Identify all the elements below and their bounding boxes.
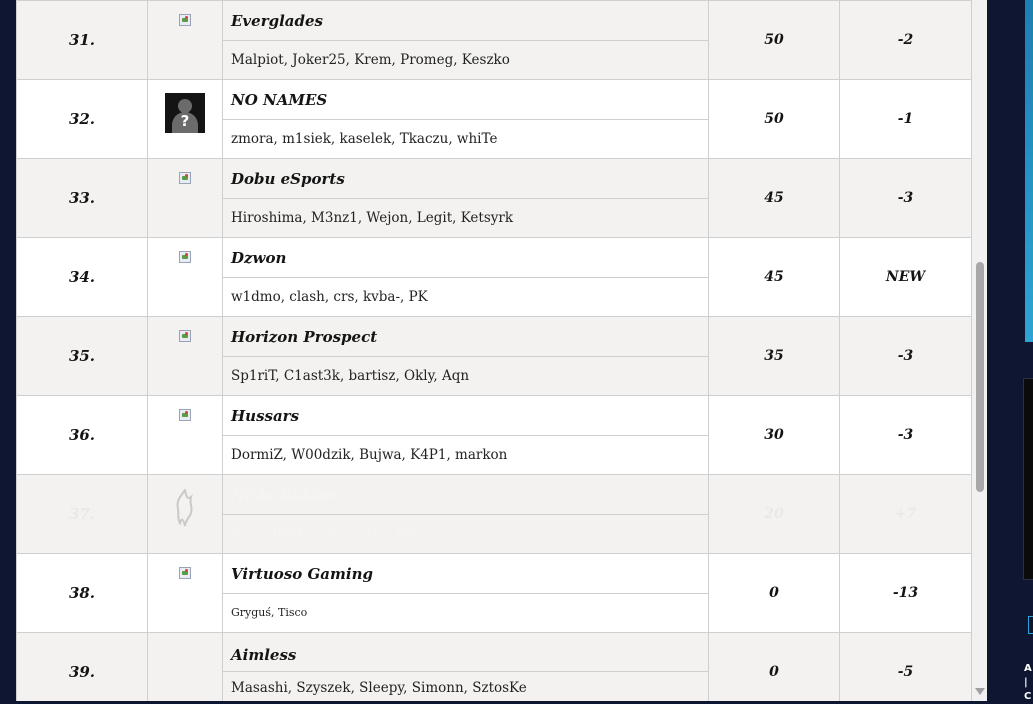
rank-change-cell: -1 — [840, 80, 972, 159]
side-text — [1024, 662, 1033, 704]
table-row — [17, 317, 972, 396]
team-logo-cell — [148, 159, 223, 238]
team-name-link[interactable]: Dobu eSports — [223, 160, 708, 199]
table-row — [17, 238, 972, 317]
side-panel — [987, 0, 1033, 701]
team-logo-cell — [148, 475, 223, 554]
team-name-link[interactable]: Horizon Prospect — [223, 318, 708, 357]
points-cell: 0 — [709, 633, 840, 702]
team-cell — [223, 633, 709, 702]
team-players: Malpiot, Joker25, Krem, Promeg, Keszko — [231, 51, 510, 68]
broken-image-icon — [179, 14, 191, 26]
team-logo-cell — [148, 80, 223, 159]
team-logo-cell — [148, 238, 223, 317]
rank-cell: 32. — [17, 80, 148, 159]
team-cell — [223, 396, 709, 475]
rank-change-cell: -3 — [840, 317, 972, 396]
broken-image-icon — [179, 330, 191, 342]
rank-cell: 39. — [17, 633, 148, 702]
team-name-link[interactable]: Hussars — [223, 397, 708, 436]
rank-cell: 38. — [17, 554, 148, 633]
table-row — [17, 80, 972, 159]
team-name-link[interactable]: Nisla Raków — [223, 476, 708, 515]
team-cell — [223, 238, 709, 317]
table-row — [17, 1, 972, 80]
rank-change-cell: -13 — [840, 554, 972, 633]
broken-image-icon — [179, 409, 191, 421]
team-name-link[interactable]: Dzwon — [223, 239, 708, 278]
points-cell: 0 — [709, 554, 840, 633]
team-logo-cell — [148, 396, 223, 475]
unknown-avatar-icon: ? — [165, 93, 205, 133]
team-players: zmora, m1siek, kaselek, Tkaczu, whiTe — [231, 130, 498, 147]
rank-cell: 33. — [17, 159, 148, 238]
scroll-down-arrow-icon[interactable] — [975, 688, 985, 695]
rank-change-cell: NEW — [840, 238, 972, 317]
side-text-line1: A — [1024, 663, 1032, 674]
team-players: Hiroshima, M3nz1, Wejon, Legit, Ketsyrk — [231, 209, 514, 226]
points-cell: 45 — [709, 159, 840, 238]
side-bracket-icon — [1028, 616, 1033, 634]
points-cell: 45 — [709, 238, 840, 317]
team-players: w1dmo, clash, crs, kvba-, PK — [231, 288, 428, 305]
rank-change-cell: -3 — [840, 159, 972, 238]
team-logo-cell — [148, 554, 223, 633]
rank-change-cell: +7 — [840, 475, 972, 554]
team-players: Krux, Bozke, Sezu, Xiii, Berni — [231, 525, 433, 542]
side-text-line2: | C — [1024, 677, 1032, 702]
team-cell — [223, 1, 709, 80]
team-name-link[interactable]: Everglades — [223, 2, 708, 41]
table-row — [17, 159, 972, 238]
side-banner[interactable] — [1025, 0, 1033, 342]
vertical-scrollbar[interactable] — [972, 0, 987, 701]
team-cell — [223, 159, 709, 238]
team-players: Gryguś, Tisco — [231, 605, 308, 619]
rank-cell: 36. — [17, 396, 148, 475]
team-name-link[interactable]: NO NAMES — [223, 81, 708, 120]
rank-cell: 37. — [17, 475, 148, 554]
rank-cell: 31. — [17, 1, 148, 80]
table-row — [17, 396, 972, 475]
side-widget — [1023, 378, 1033, 580]
rank-change-cell: -2 — [840, 1, 972, 80]
table-row — [17, 475, 972, 554]
rankings-table — [16, 0, 972, 701]
points-cell: 35 — [709, 317, 840, 396]
broken-image-icon — [179, 567, 191, 579]
team-name-link[interactable]: Virtuoso Gaming — [223, 555, 708, 594]
broken-image-icon — [179, 251, 191, 263]
team-cell — [223, 80, 709, 159]
points-cell: 20 — [709, 475, 840, 554]
team-logo-cell — [148, 317, 223, 396]
table-row — [17, 554, 972, 633]
team-cell — [223, 554, 709, 633]
left-gutter — [0, 0, 16, 701]
team-players: Sp1riT, C1ast3k, bartisz, Okly, Aqn — [231, 367, 470, 384]
points-cell: 50 — [709, 80, 840, 159]
team-name-link[interactable]: Aimless — [223, 639, 708, 672]
table-row — [17, 633, 972, 702]
team-cell — [223, 475, 709, 554]
points-cell: 30 — [709, 396, 840, 475]
team-players: Masashi, Szyszek, Sleepy, Simonn, SztosKe — [231, 680, 527, 696]
points-cell: 50 — [709, 1, 840, 80]
team-players: DormiZ, W00dzik, Bujwa, K4P1, markon — [231, 446, 508, 463]
team-logo-cell — [148, 1, 223, 80]
rank-change-cell: -3 — [840, 396, 972, 475]
rank-cell: 35. — [17, 317, 148, 396]
rank-cell: 34. — [17, 238, 148, 317]
broken-image-icon — [179, 172, 191, 184]
flame-logo-icon — [173, 489, 197, 531]
team-logo-cell — [148, 633, 223, 702]
team-cell — [223, 317, 709, 396]
scrollbar-thumb[interactable] — [976, 262, 984, 492]
rank-change-cell: -5 — [840, 633, 972, 702]
